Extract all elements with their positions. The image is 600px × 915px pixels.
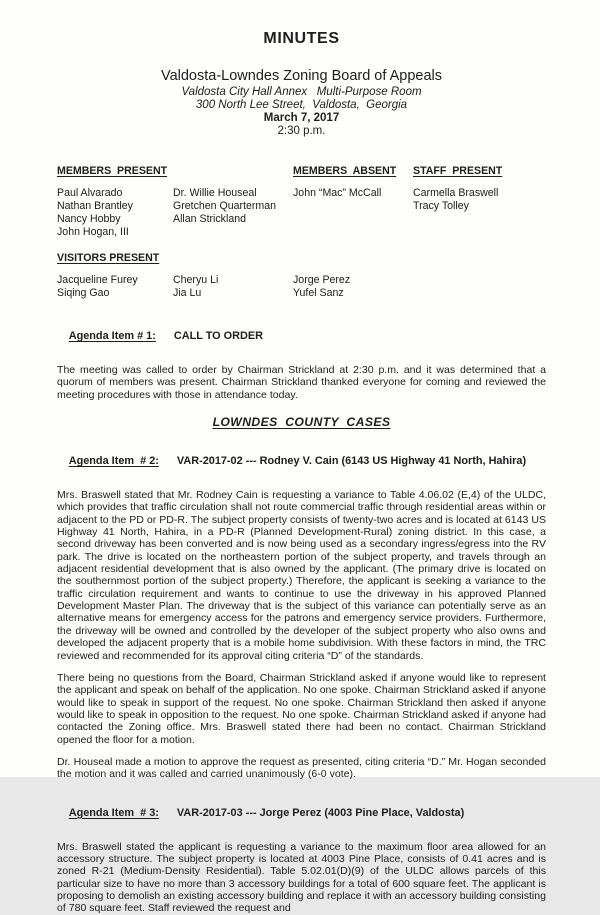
staff-name: Carmella Braswell [413,187,499,199]
agenda-item-2-heading [57,443,546,479]
visitors-col3 [293,274,546,300]
visitors-col1 [57,274,173,300]
visitor-name: Jacqueline Furey [57,274,138,286]
visitor-name: Siqing Gao [57,287,110,299]
meeting-time: 2:30 p.m. [277,125,326,137]
staff-present-heading: STAFF PRESENT [413,165,503,177]
page-title: MINUTES [263,30,340,47]
address-line: 300 North Lee Street, Valdosta, Georgia [195,99,408,111]
member-name: Nathan Brantley [57,200,133,212]
visitors-names-row [57,274,546,300]
agenda-item-2-label: Agenda Item # 2: [68,455,159,468]
agenda-item-3-paragraph-1: Mrs. Braswell stated the applicant is requesting a variance to the maximum floor area allowed for an accessory structure. The subject property is located at 4003 Pine Place, consists of 0.41 acres and is zoned R-21 (Medium-Density Residential). Table 5.02.01(D)(9) of the ULDC allows parcels of this particular size to have no more than 3 accessory buildings for a total of 600 square feet. The applicant is proposing to demolish an existing accessory building and replace it with an accessory building consisting of 780 square feet. Staff reviewed the request and [57,840,546,915]
members-present-col2 [173,187,293,239]
spacer-cell [173,165,293,177]
member-name: Allan Strickland [173,213,247,225]
member-name: John Hogan, III [57,226,129,238]
attendance-names-row [57,187,546,239]
members-present-heading: MEMBERS PRESENT [57,165,168,177]
agenda-item-2-paragraph-2: There being no questions from the Board, Chairman Strickland asked if anyone would like to represent the applicant and speak on behalf of the application. No one spoke. Chairman Strickland asked if anyone would like to speak in support of the request. No one spoke. Chairman Strickland then asked if anyone would like to speak in opposition to the request. No one spoke. Chairman Strickland asked if anyone had contacted the Zoning office. Mrs. Braswell stated there had been no contact. Chairman Strickland opened the floor for a motion. [57,671,546,746]
venue-line: Valdosta City Hall Annex Multi-Purpose Room [181,86,422,98]
staff-name: Tracy Tolley [413,200,469,212]
meeting-date: March 7, 2017 [263,112,340,124]
member-name: Nancy Hobby [57,213,121,225]
organization-name: Valdosta-Lowndes Zoning Board of Appeals [160,68,443,84]
agenda-item-2-paragraph-3: Dr. Houseal made a motion to approve the request as presented, citing criteria “D.” Mr. Hogan seconded the motion and it was called and carried unanimously (6-0 vote). [57,755,546,781]
member-name: John “Mac” McCall [293,187,382,199]
visitor-name: Jia Lu [173,287,202,299]
visitor-name: Cheryu Li [173,274,219,286]
agenda-item-1-paragraph: The meeting was called to order by Chairman Strickland at 2:30 p.m. and it was determined that a quorum of members was present. Chairman Strickland thanked everyone for coming and reviewed the meeting procedures with those in attendance today. [57,364,546,401]
agenda-item-3-heading [57,795,546,831]
visitors-col2 [173,274,293,300]
agenda-item-3-label: Agenda Item # 3: [68,806,159,819]
attendance-headings-row [57,165,546,177]
members-absent-col [293,187,413,239]
visitor-name: Yufel Sanz [293,287,344,299]
member-name: Dr. Willie Houseal [173,187,257,199]
visitors-present-heading: VISITORS PRESENT [57,252,160,264]
section-heading: LOWNDES COUNTY CASES [212,415,391,430]
member-name: Paul Alvarado [57,187,123,199]
agenda-item-3-title: VAR-2017-03 --- Jorge Perez (4003 Pine Place, Valdosta) [176,806,465,819]
members-present-col1 [57,187,173,239]
agenda-item-1-heading [57,318,546,354]
agenda-item-1-label: Agenda Item # 1: [68,330,156,342]
members-absent-heading: MEMBERS ABSENT [293,165,397,177]
visitor-name: Jorge Perez [293,274,351,286]
agenda-item-2-paragraph-1: Mrs. Braswell stated that Mr. Rodney Cain is requesting a variance to Table 4.06.02 (E,4) of the ULDC, which provides that traffic circulation shall not route commercial traffic through residential areas within or adjacent to the PD or PD-R. The subject property consists of twenty-two acres and is located at 6143 US Highway 41 North, Hahira, in a PD-R (Planned Development-Rural) zoning district. In this case, a second driveway has been converted and is now being used as a secondary ingress/egress into the RV park. The drive is located on the northeastern portion of the subject property, and travels through an adjacent residential development that is also owned by the applicant. (The primary drive is located on the southernmost portion of the subject property.) Therefore, the applicant is seeking a variance to the traffic circulation requirement and wants to continue to use the driveway in his approved Planned Development Master Plan. The driveway that is the subject of this variance can potentially serve as an alternative means for emergency access for the patrons and emergency service providers. Furthermore, the driveway will be owned and controlled by the developer of the subject property who also owns and developed the adjacent property that is a mobile home subdivision. With these factors in mind, the TRC reviewed and recommended for its approval citing criteria “D” of the standards. [57,489,546,662]
agenda-item-2-title: VAR-2017-02 --- Rodney V. Cain (6143 US Highway 41 North, Hahira) [176,455,527,468]
agenda-item-1-title: CALL TO ORDER [173,330,264,342]
staff-present-col [413,187,546,239]
member-name: Gretchen Quarterman [173,200,277,212]
